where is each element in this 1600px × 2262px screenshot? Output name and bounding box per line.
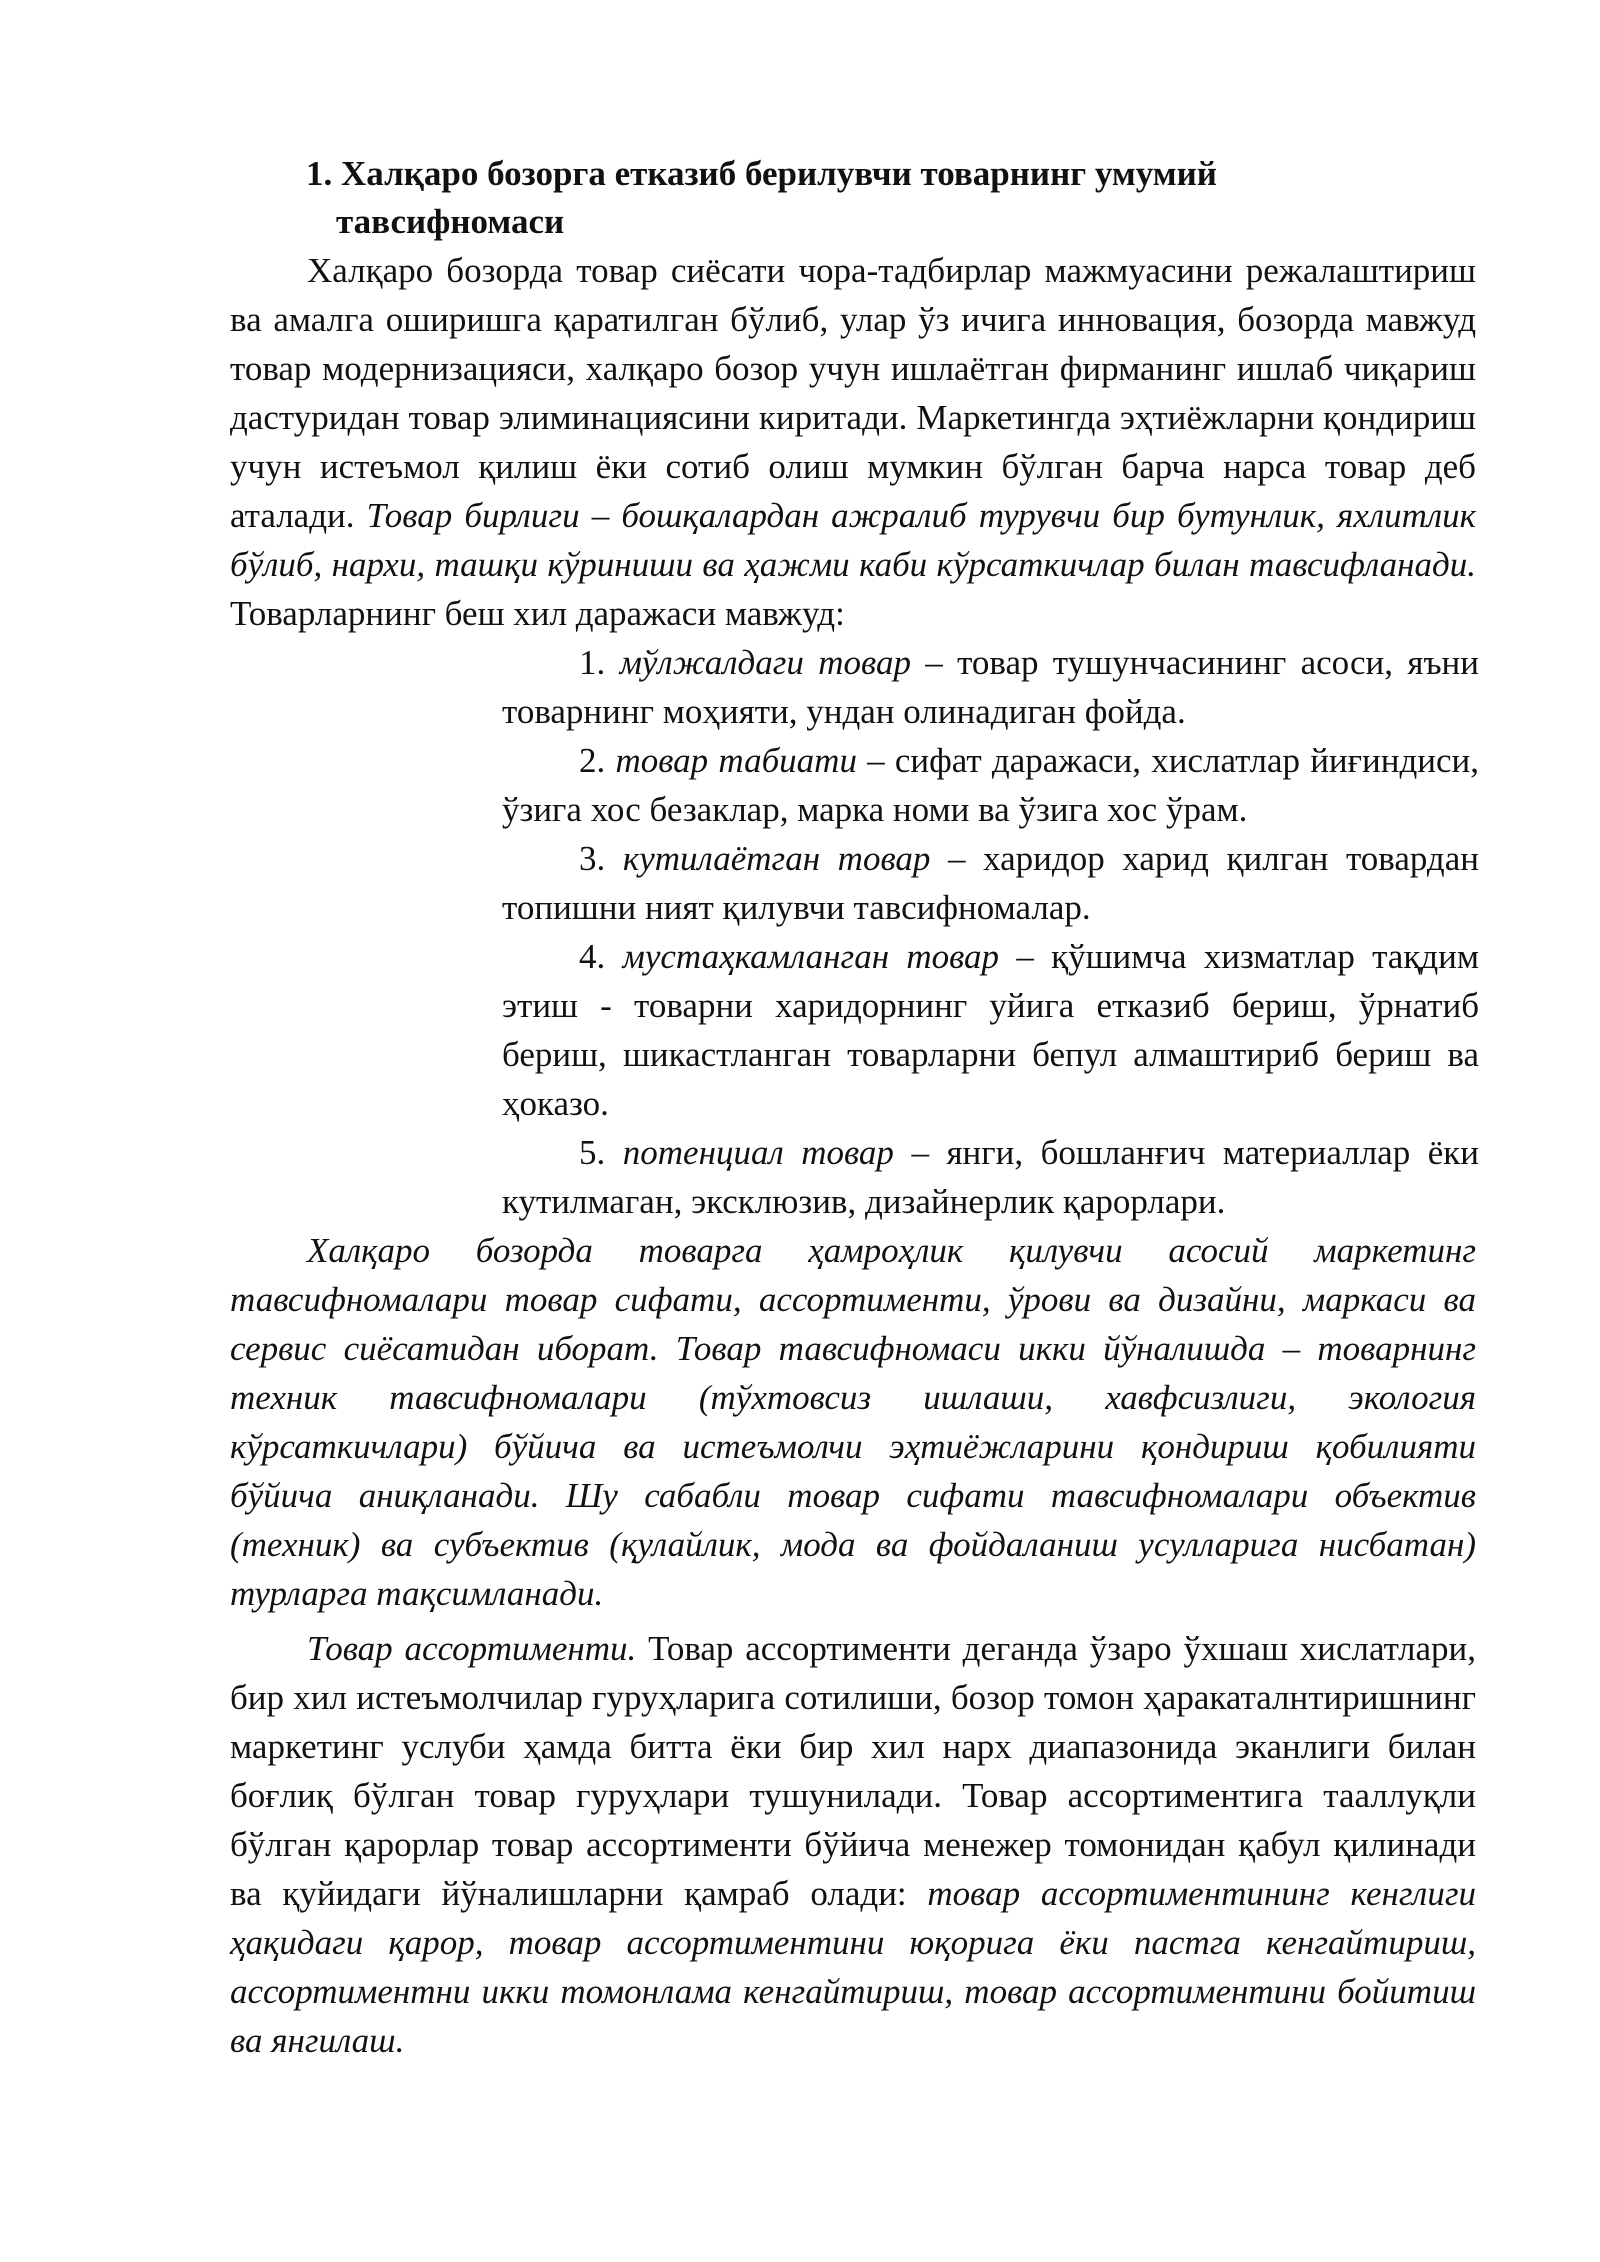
assortment-paragraph [230,1624,1476,2065]
list-item-term: товар табиати [615,741,857,780]
list-item-description: – товар тушунчасининг асоси, яъни товарнинг моҳияти, ундан олинадиган фойда. [502,643,1480,731]
list-item-number: 3. [579,839,623,878]
list-item-term: мўлжалдаги товар [619,643,911,682]
marketing-paragraph [230,1226,1476,1618]
list-item-number: 2. [579,741,616,780]
list-item-description: – сифат даражаси, хислатлар йиғиндиси, ўзига хос безаклар, марка номи ва ўзига хос ўрам. [502,741,1480,829]
list-item-term: мустаҳкамланган товар [622,937,1000,976]
assortment-lead: Товар ассортименти. [307,1629,637,1668]
list-item-description: – янги, бошланғич материаллар ёки кутилмаган, эксклюзив, дизайнерлик қарорлари. [502,1133,1479,1221]
assortment-directions: товар ассортиментининг кенглиги ҳақидаги қарор, товар ассортиментини юқорига ёки пастга кенгайтириш, ассортиментни икки томонлама кенгайтириш, товар ассортиментини бойитиш ва янгилаш. [230,1874,1476,2060]
list-item-term: кутилаётган товар [622,839,931,878]
section-heading: 1. Халқаро бозорга етказиб берилувчи товарнинг умумий тавсифномаси [306,154,1217,241]
page-content [230,150,1480,2065]
list-item [502,638,1479,736]
intro-paragraph [230,246,1476,638]
list-item [502,736,1479,834]
list-item-number: 4. [579,937,623,976]
list-item-number: 1. [579,643,620,682]
intro-tail: Товарларнинг беш хил даражаси мавжуд: [230,594,845,633]
list-item-term: потенциал товар [622,1133,894,1172]
list-item-description: – харидор харид қилган товардан топишни ният қилувчи тавсифномалар. [502,839,1480,927]
intro-definition: Товар бирлиги – бошқалардан ажралиб турувчи бир бутунлик, яхлитлик бўлиб, нархи, ташқи кўриниши ва ҳажми каби кўрсаткичлар билан тавсифланади. [230,496,1476,584]
list-item [502,932,1479,1128]
list-item [502,834,1479,932]
assortment-text: Товар ассортименти деганда ўзаро ўхшаш хислатлари, бир хил истеъмолчилар гуруҳларига сотилиши, бозор томон ҳаракаталнтиришнинг маркетинг услуби ҳамда битта ёки бир хил нарх диапазонида эканлиги билан боғлиқ бўлган товар гуруҳлари тушунилади. Товар ассортиментига тааллуқли бўлган қарорлар товар ассортименти бўйича менежер томонидан қабул қилинади ва қуйидаги йўналишларни қамраб олади: [230,1629,1476,1913]
list-item [502,1128,1479,1226]
list-item-description: – қўшимча хизматлар тақдим этиш - товарни харидорнинг уйига етказиб бериш, ўрнатиб бериш, шикастланган товарларни бепул алмаштириб бериш ва ҳоказо. [502,937,1480,1123]
list-item-number: 5. [579,1133,623,1172]
product-levels-list [502,638,1479,1226]
marketing-text: Халқаро бозорда товарга ҳамроҳлик қилувчи асосий маркетинг тавсифномалари товар сифати, ассортименти, ўрови ва дизайни, маркаси ва сервис сиёсатидан иборат. Товар тавсифномаси икки йўналишда – товарнинг техник тавсифномалари (тўхтовсиз ишлаши, хавфсизлиги, экология кўрсаткичлари) бўйича ва истеъмолчи эҳтиёжларини қондириш қобилияти бўйича аниқланади. Шу сабабли товар сифати тавсифномалари объектив (техник) ва субъектив (қулайлик, мода ва фойдаланиш усулларига нисбатан) турларга тақсимланади. [230,1231,1476,1613]
intro-text: Халқаро бозорда товар сиёсати чора-тадбирлар мажмуасини режалаштириш ва амалга оширишга қаратилган бўлиб, улар ўз ичига инновация, бозорда мавжуд товар модернизацияси, халқаро бозор учун ишлаётган фирманинг ишлаб чиқариш дастуридан товар элиминациясини киритади. Маркетингда эҳтиёжларни қондириш учун истеъмол қилиш ёки сотиб олиш мумкин бўлган барча нарса товар деб аталади. [230,251,1476,535]
